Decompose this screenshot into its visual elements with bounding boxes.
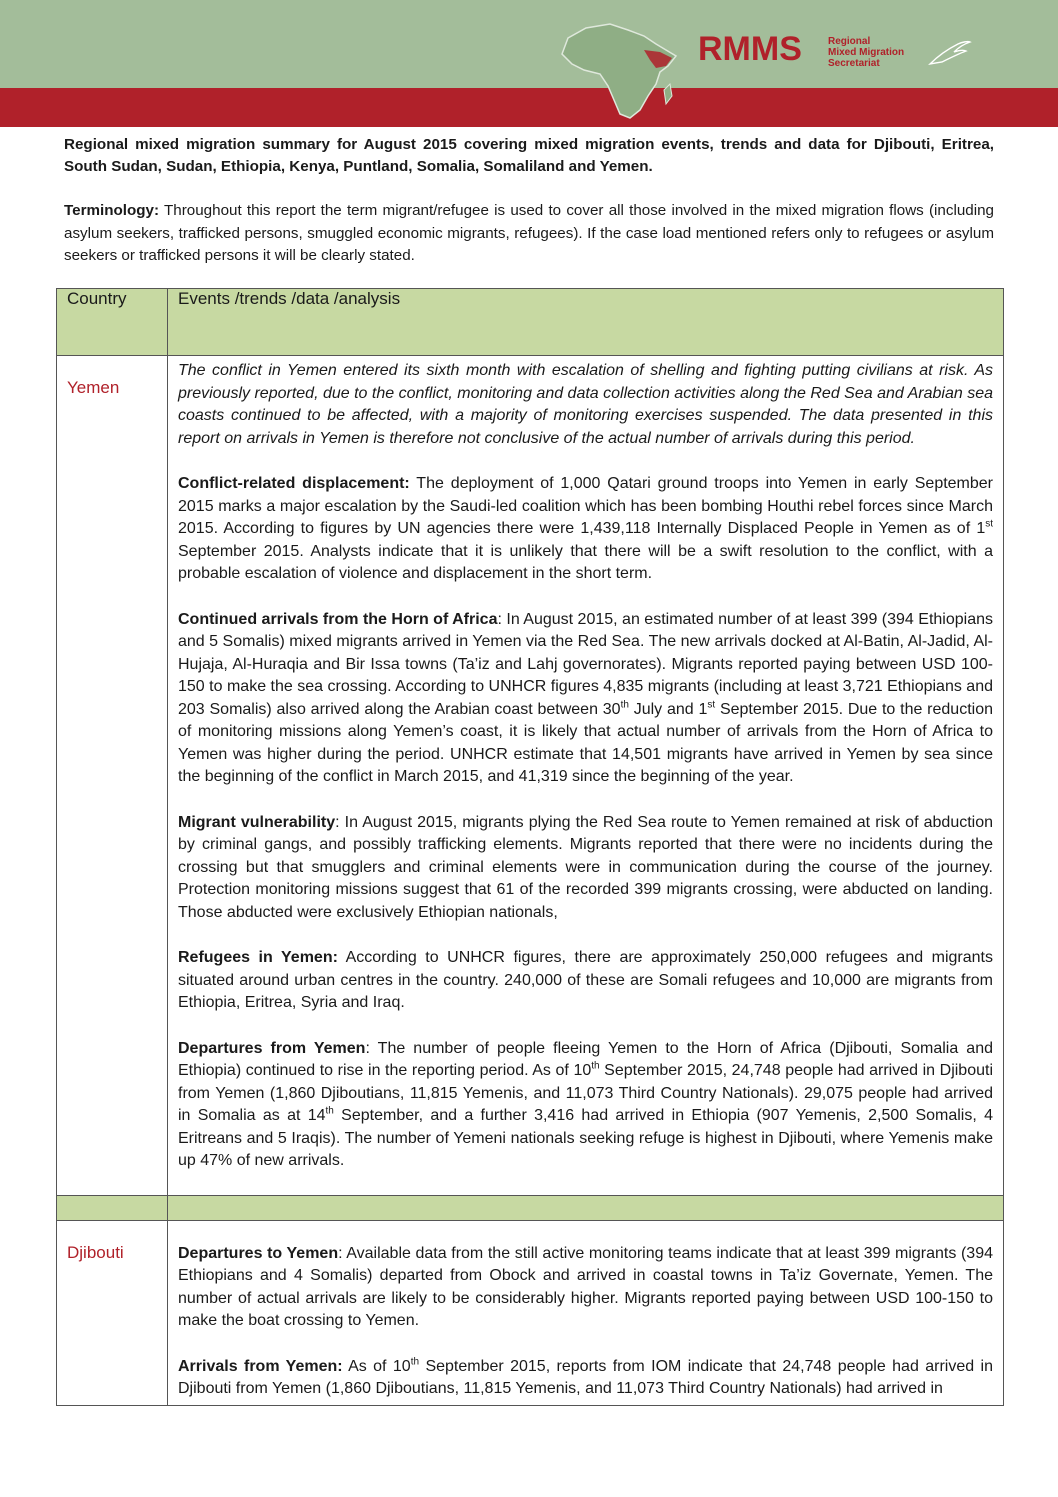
- report-title: Regional mixed migration summary for August 2015 covering mixed migration events, trends and data for Djibouti, Eritrea, South Sudan, Sudan, Ethiopia, Kenya, Puntland, Somalia, Somaliland and Yemen.: [64, 136, 994, 175]
- table-header-row: [57, 289, 1004, 356]
- yemen-horn-arrivals: Continued arrivals from the Horn of Africa: In August 2015, an estimated number of at least 399 (394 Ethiopians and 5 Somalis) mixed migrants arrived in Yemen via the Red Sea. The new arrivals docked at Al-Batin, Al-Jadid, Al-Hujaja, Al-Huraqia and Bir Issa towns (Ta’iz and Lahj governorates). Migrants reported paying between USD 100-150 to make the sea crossing. According to UNHCR figures 4,835 migrants (including at least 3,721 Ethiopians and 203 Somalis) also arrived along the Arabian coast between 30th July and 1st September 2015. Due to the reduction of monitoring missions along Yemen’s coast, it is likely that actual number of arrivals from the Horn of Africa to Yemen was higher during the period. UNHCR estimate that 14,501 migrants have arrived in Yemen by sea since the beginning of the conflict in March 2015, and 41,319 since the beginning of the year.: [178, 610, 993, 785]
- country-djibouti: Djibouti: [57, 1220, 168, 1405]
- yemen-events: [168, 356, 1004, 1196]
- africa-map-icon: [548, 10, 698, 120]
- yemen-conflict-displacement: Conflict-related displacement: The deployment of 1,000 Qatari ground troops into Yemen in early September 2015 marks a major escalation by the Saudi-led coalition which has been bombing Houthi rebel forces since March 2015. According to figures by UN agencies there were 1,439,118 Internally Displaced People in Yemen as of 1st September 2015. Analysts indicate that it is unlikely that there will be a swift resolution to the conflict, with a probable escalation of violence and displacement in the short term.: [178, 475, 994, 582]
- bird-logo-icon: [928, 38, 972, 68]
- terminology-label: Terminology:: [64, 202, 160, 219]
- header-banner-red: [0, 88, 1058, 127]
- org-line-2: Mixed Migration: [828, 47, 905, 58]
- yemen-intro: The conflict in Yemen entered its sixth month with escalation of shelling and fighting putting civilians at risk. As previously reported, due to the conflict, monitoring and data collection activities along the Red Sea and Arabian sea coasts continued to be affected, with a majority of monitoring exercises suspended. The data presented in this report on arrivals in Yemen is therefore not conclusive of the actual number of arrivals during this period.: [178, 362, 994, 447]
- column-header-events: Events /trends /data /analysis: [168, 289, 1004, 356]
- rmms-logo: RMMS: [698, 30, 802, 68]
- djibouti-events: [168, 1220, 1004, 1405]
- yemen-refugees: Refugees in Yemen: According to UNHCR figures, there are approximately 250,000 refugees and migrants situated around urban centres in the country. 240,000 of these are Somali refugees and 10,000 are migrants from Ethiopia, Eritrea, Syria and Iraq.: [178, 949, 993, 1011]
- yemen-departures: Departures from Yemen: The number of people fleeing Yemen to the Horn of Africa (Djibouti, Somalia and Ethiopia) continued to rise in the reporting period. As of 10th September 2015, 24,748 people had arrived in Djibouti from Yemen (1,860 Djiboutians, 11,815 Yemenis, and 11,073 Third Country Nationals). 29,075 people had arrived in Somalia as at 14th September, and a further 3,416 had arrived in Ethiopia (907 Yemenis, 2,500 Somalis, 4 Eritreans and 5 Iraqis). The number of Yemeni nationals seeking refuge is highest in Djibouti, where Yemenis make up 47% of new arrivals.: [178, 1039, 994, 1169]
- country-yemen: Yemen: [57, 356, 168, 1196]
- djibouti-arrivals: Arrivals from Yemen: As of 10th September 2015, reports from IOM indicate that 24,748 people had arrived in Djibouti from Yemen (1,860 Djiboutians, 11,815 Yemenis, and 11,073 Third Country Nationals) had arrived in: [178, 1356, 994, 1397]
- table-row-yemen: [57, 356, 1004, 1196]
- terminology-text: Throughout this report the term migrant/refugee is used to cover all those involved in the mixed migration flows (including asylum seekers, trafficked persons, smuggled economic migrants, refugees). If the case load mentioned refers only to refugees or asylum seekers or trafficked persons it will be clearly stated.: [64, 202, 994, 264]
- column-header-country: Country: [57, 289, 168, 356]
- djibouti-departures: Departures to Yemen: Available data from the still active monitoring teams indicate that at least 399 migrants (394 Ethiopians and 4 Somalis) departed from Obock and arrived in coastal towns in Ta’iz Governate, Yemen. The number of actual arrivals are likely to be considerably higher. Migrants reported paying between USD 100-150 to make the boat crossing to Yemen.: [178, 1244, 993, 1329]
- spacer-cell-events: [168, 1195, 1004, 1220]
- table-spacer-row: [57, 1195, 1004, 1220]
- org-line-1: Regional: [828, 36, 871, 47]
- yemen-migrant-vulnerability: Migrant vulnerability: In August 2015, migrants plying the Red Sea route to Yemen remained at risk of abduction by criminal gangs, and possibly trafficking elements. Migrants reported that there were no incidents during the crossing but that smugglers and criminal elements were in communication during the course of the journey. Protection monitoring missions suggest that 61 of the recorded 399 migrants crossing, were abducted on landing. Those abducted were exclusively Ethiopian nationals,: [178, 813, 994, 921]
- org-name: [828, 36, 904, 69]
- table-row-djibouti: [57, 1220, 1004, 1405]
- spacer-cell-country: [57, 1195, 168, 1220]
- events-table: [56, 288, 1004, 1406]
- terminology-paragraph: [64, 200, 994, 268]
- org-line-3: Secretariat: [828, 58, 880, 69]
